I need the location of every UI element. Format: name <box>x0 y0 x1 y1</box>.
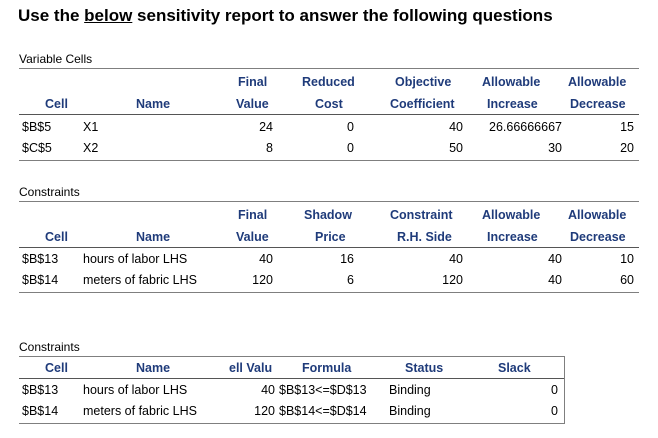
c-header-final: Final <box>238 208 268 222</box>
divider <box>19 378 565 379</box>
table-row-objective: 50 <box>449 141 463 155</box>
table-row-name: meters of fabric LHS <box>83 404 197 418</box>
c-header-price: Price <box>315 230 346 244</box>
table-row-decrease: 10 <box>620 252 634 266</box>
table-row-name: X2 <box>83 141 99 155</box>
divider <box>19 68 639 69</box>
c-header-cell: Cell <box>45 230 68 244</box>
table-row-cell: $C$5 <box>22 141 52 155</box>
table-row-name: hours of labor LHS <box>83 252 188 266</box>
divider <box>19 114 639 115</box>
table-row-status: Binding <box>389 404 431 418</box>
table-row-value: 120 <box>254 404 275 418</box>
table-row-shadow: 16 <box>340 252 354 266</box>
vc-header-coefficient: Coefficient <box>390 97 455 111</box>
table-row-reduced: 0 <box>347 141 354 155</box>
table-row-increase: 40 <box>548 252 562 266</box>
vc-header-increase: Increase <box>487 97 538 111</box>
vc-header-cell: Cell <box>45 97 68 111</box>
table-row-status: Binding <box>389 383 431 397</box>
table-row-cell: $B$13 <box>22 252 59 266</box>
divider <box>19 160 639 161</box>
table-row-value: 40 <box>261 383 275 397</box>
c-header-value: Value <box>236 230 269 244</box>
vc-header-name: Name <box>136 97 171 111</box>
table-row-cell: $B$5 <box>22 120 52 134</box>
c-header-decrease: Decrease <box>570 230 626 244</box>
c2-header-cell: Cell <box>45 361 68 375</box>
divider <box>19 356 565 357</box>
divider <box>19 292 639 293</box>
c2-header-cell-value: ell Valu <box>229 361 273 375</box>
table-row-final: 24 <box>259 120 273 134</box>
table-row-increase: 40 <box>548 273 562 287</box>
vc-header-allowable-dec: Allowable <box>568 75 627 89</box>
c-header-allowable-dec: Allowable <box>568 208 627 222</box>
table-row-decrease: 15 <box>620 120 634 134</box>
table-row-shadow: 6 <box>347 273 354 287</box>
c-header-constraint: Constraint <box>390 208 453 222</box>
table-row-formula: $B$13<=$D$13 <box>279 383 367 397</box>
vc-header-reduced: Reduced <box>302 75 355 89</box>
table-row-slack: 0 <box>551 383 558 397</box>
table-row-rhs: 40 <box>449 252 463 266</box>
table-row-rhs: 120 <box>442 273 463 287</box>
page-title: Use the below sensitivity report to answer the following questions <box>18 6 553 25</box>
table-row-formula: $B$14<=$D$14 <box>279 404 367 418</box>
vc-header-allowable-inc: Allowable <box>482 75 541 89</box>
table-row-reduced: 0 <box>347 120 354 134</box>
variable-cells-label: Variable Cells <box>19 52 93 66</box>
table-row-cell: $B$13 <box>22 383 59 397</box>
table-row-increase: 26.66666667 <box>489 120 562 134</box>
vc-header-final: Final <box>238 75 268 89</box>
vc-header-decrease: Decrease <box>570 97 626 111</box>
divider <box>19 201 639 202</box>
table-row-cell: $B$14 <box>22 273 59 287</box>
table-row-slack: 0 <box>551 404 558 418</box>
c-header-name: Name <box>136 230 171 244</box>
table-row-decrease: 60 <box>620 273 634 287</box>
table-row-final: 40 <box>259 252 273 266</box>
c-header-increase: Increase <box>487 230 538 244</box>
table-row-name: meters of fabric LHS <box>83 273 197 287</box>
vc-header-cost: Cost <box>315 97 343 111</box>
table-row-cell: $B$14 <box>22 404 59 418</box>
c-header-shadow: Shadow <box>304 208 352 222</box>
c-header-allowable-inc: Allowable <box>482 208 541 222</box>
divider <box>19 247 639 248</box>
table-row-name: X1 <box>83 120 99 134</box>
table-row-objective: 40 <box>449 120 463 134</box>
divider <box>19 423 565 424</box>
table-row-final: 120 <box>252 273 273 287</box>
table-row-final: 8 <box>266 141 273 155</box>
constraints2-label: Constraints <box>19 340 80 354</box>
c2-header-slack: Slack <box>498 361 531 375</box>
table-row-name: hours of labor LHS <box>83 383 188 397</box>
underlined-word: below <box>84 6 133 25</box>
c2-header-formula: Formula <box>302 361 352 375</box>
constraints-label: Constraints <box>19 185 80 199</box>
vc-header-value: Value <box>236 97 269 111</box>
c2-header-status: Status <box>405 361 444 375</box>
table-row-increase: 30 <box>548 141 562 155</box>
table-row-decrease: 20 <box>620 141 634 155</box>
c-header-rhs: R.H. Side <box>397 230 452 244</box>
vc-header-objective: Objective <box>395 75 452 89</box>
divider <box>564 356 565 424</box>
c2-header-name: Name <box>136 361 171 375</box>
